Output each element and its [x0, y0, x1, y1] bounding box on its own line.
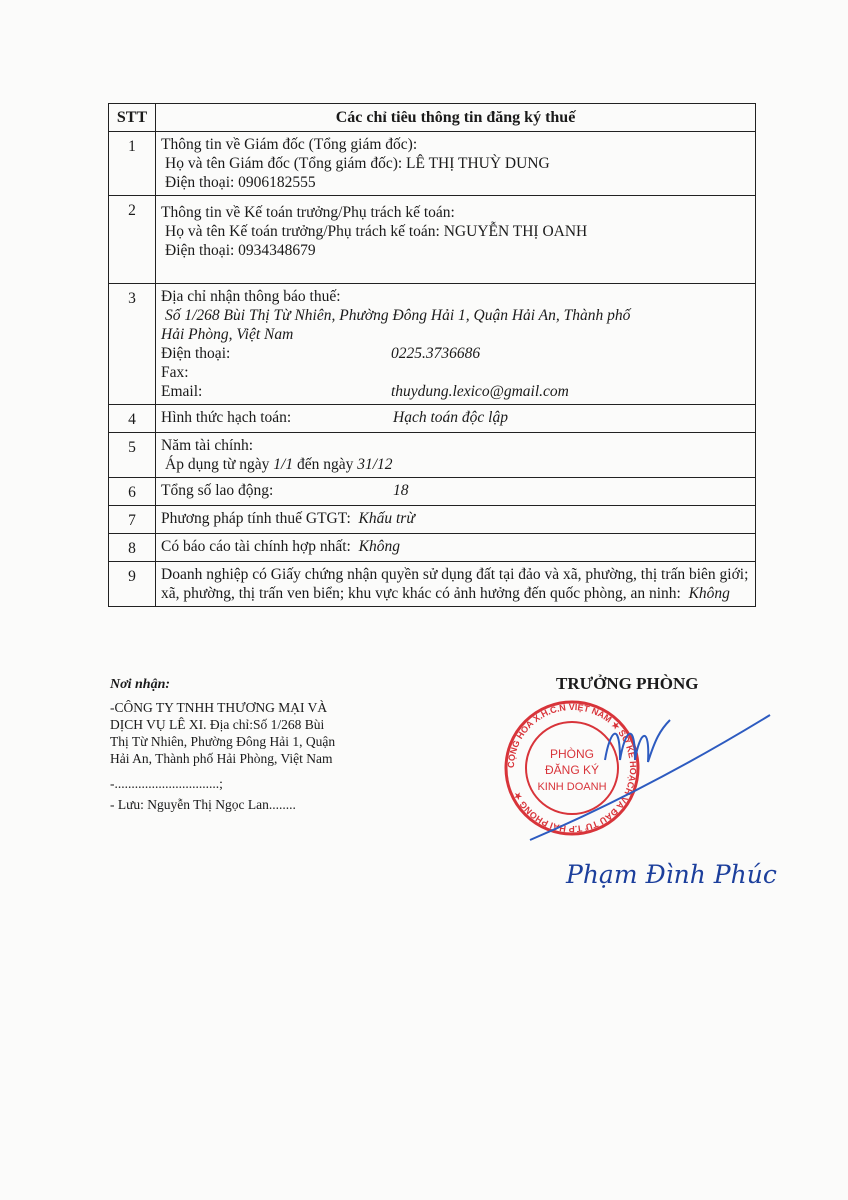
- svg-text:PHÒNG: PHÒNG: [549, 747, 595, 761]
- fiscal-from: 1/1: [273, 456, 294, 473]
- director-name: Họ và tên Giám đốc (Tổng giám đốc): LÊ THỊ THUỲ DUNG: [165, 155, 550, 172]
- row-number: 6: [109, 478, 156, 506]
- table-row: [109, 562, 756, 607]
- address-line: Hải Phòng, Việt Nam: [161, 326, 294, 343]
- labor-label: Tổng số lao động:: [161, 482, 274, 499]
- address-label: Địa chỉ nhận thông báo thuế:: [161, 288, 341, 305]
- row-content: [156, 478, 756, 506]
- phone-value: 0225.3736686: [391, 345, 481, 362]
- row-content: [156, 132, 756, 196]
- accountant-phone: Điện thoại: 0934348679: [165, 242, 316, 259]
- table-row: [109, 534, 756, 562]
- signer-title: TRƯỞNG PHÒNG: [556, 674, 699, 693]
- accounting-label: Hình thức hạch toán:: [161, 409, 292, 426]
- table-row: [109, 132, 756, 196]
- table-row: [109, 506, 756, 534]
- vat-method-label: Phương pháp tính thuế GTGT:: [161, 510, 351, 527]
- vat-method-value: Khấu trừ: [358, 510, 415, 527]
- recipient-line: -CÔNG TY TNHH THƯƠNG MẠI VÀ: [110, 700, 328, 715]
- row-number: 1: [109, 132, 156, 196]
- table-row: [109, 196, 756, 284]
- labor-value: 18: [393, 482, 409, 499]
- table-row: [109, 284, 756, 405]
- phone-label: Điện thoại:: [161, 345, 231, 362]
- row-number: 2: [109, 196, 156, 284]
- table-row: [109, 405, 756, 433]
- email-value: thuydung.lexico@gmail.com: [391, 383, 569, 400]
- fax-label: Fax:: [161, 364, 189, 381]
- svg-text:ĐĂNG KÝ: ĐĂNG KÝ: [544, 763, 600, 777]
- row-content: [156, 196, 756, 284]
- table-row: [109, 478, 756, 506]
- row-number: 5: [109, 433, 156, 478]
- recipients-heading: Nơi nhận:: [110, 677, 171, 692]
- recipient-line: DỊCH VỤ LÊ XI. Địa chỉ:Số 1/268 Bùi: [110, 717, 325, 732]
- fiscal-to: 31/12: [357, 456, 393, 473]
- recipient-line: Hải An, Thành phố Hải Phòng, Việt Nam: [110, 751, 333, 766]
- table-header: [109, 104, 756, 132]
- header-stt: STT: [109, 104, 156, 132]
- row-number: 3: [109, 284, 156, 405]
- handwritten-signature-icon: [520, 700, 780, 850]
- row-content: [156, 534, 756, 562]
- director-phone: Điện thoại: 0906182555: [165, 174, 316, 191]
- address-line: Số 1/268 Bùi Thị Từ Nhiên, Phường Đông Hải 1, Quận Hải An, Thành phố: [165, 307, 631, 324]
- row-number: 8: [109, 534, 156, 562]
- consolidated-value: Không: [358, 538, 400, 555]
- archive-line: - Lưu: Nguyễn Thị Ngọc Lan........: [110, 797, 296, 812]
- recipients-block: [110, 676, 410, 813]
- row-number: 4: [109, 405, 156, 433]
- table-row: [109, 433, 756, 478]
- accountant-heading: Thông tin về Kế toán trưởng/Phụ trách kế toán:: [161, 204, 455, 221]
- tax-info-table: [108, 103, 756, 607]
- consolidated-label: Có báo cáo tài chính hợp nhất:: [161, 538, 351, 555]
- row-content: [156, 405, 756, 433]
- director-heading: Thông tin về Giám đốc (Tổng giám đốc):: [161, 136, 418, 153]
- row-content: [156, 284, 756, 405]
- recipient-line: Thị Từ Nhiên, Phường Đông Hải 1, Quận: [110, 734, 336, 749]
- svg-text:CỘNG HOÀ X.H.C.N VIỆT NAM ★ SỞ: CỘNG HOÀ X.H.C.N VIỆT NAM ★ SỞ KẾ HOẠCH VÀ ĐẦU TƯ T.P HẢI PHÒNG ★: [505, 701, 639, 835]
- apply-mid: đến ngày: [296, 456, 354, 473]
- email-label: Email:: [161, 383, 203, 400]
- row-number: 7: [109, 506, 156, 534]
- fiscal-year-label: Năm tài chính:: [161, 437, 254, 454]
- land-cert-value: Không: [688, 585, 730, 602]
- row-content: [156, 506, 756, 534]
- row-content: [156, 433, 756, 478]
- accountant-name: Họ và tên Kế toán trưởng/Phụ trách kế toán: NGUYỄN THỊ OANH: [165, 223, 588, 240]
- apply-prefix: Áp dụng từ ngày: [165, 456, 270, 473]
- header-criteria: Các chỉ tiêu thông tin đăng ký thuế: [156, 104, 756, 132]
- accounting-value: Hạch toán độc lập: [393, 409, 508, 426]
- recipient-blank: -...............................;: [110, 776, 223, 791]
- row-number: 9: [109, 562, 156, 607]
- signer-name: Phạm Đình Phúc: [566, 860, 777, 889]
- svg-text:KINH DOANH: KINH DOANH: [537, 781, 607, 793]
- row-content: [156, 562, 756, 607]
- land-cert-label: Doanh nghiệp có Giấy chứng nhận quyền sử dụng đất tại đảo và xã, phường, thị trấn biên giới; xã, phường, thị trấn ven biển; khu vực khác có ảnh hưởng đến quốc phòng, an ninh:: [161, 566, 749, 602]
